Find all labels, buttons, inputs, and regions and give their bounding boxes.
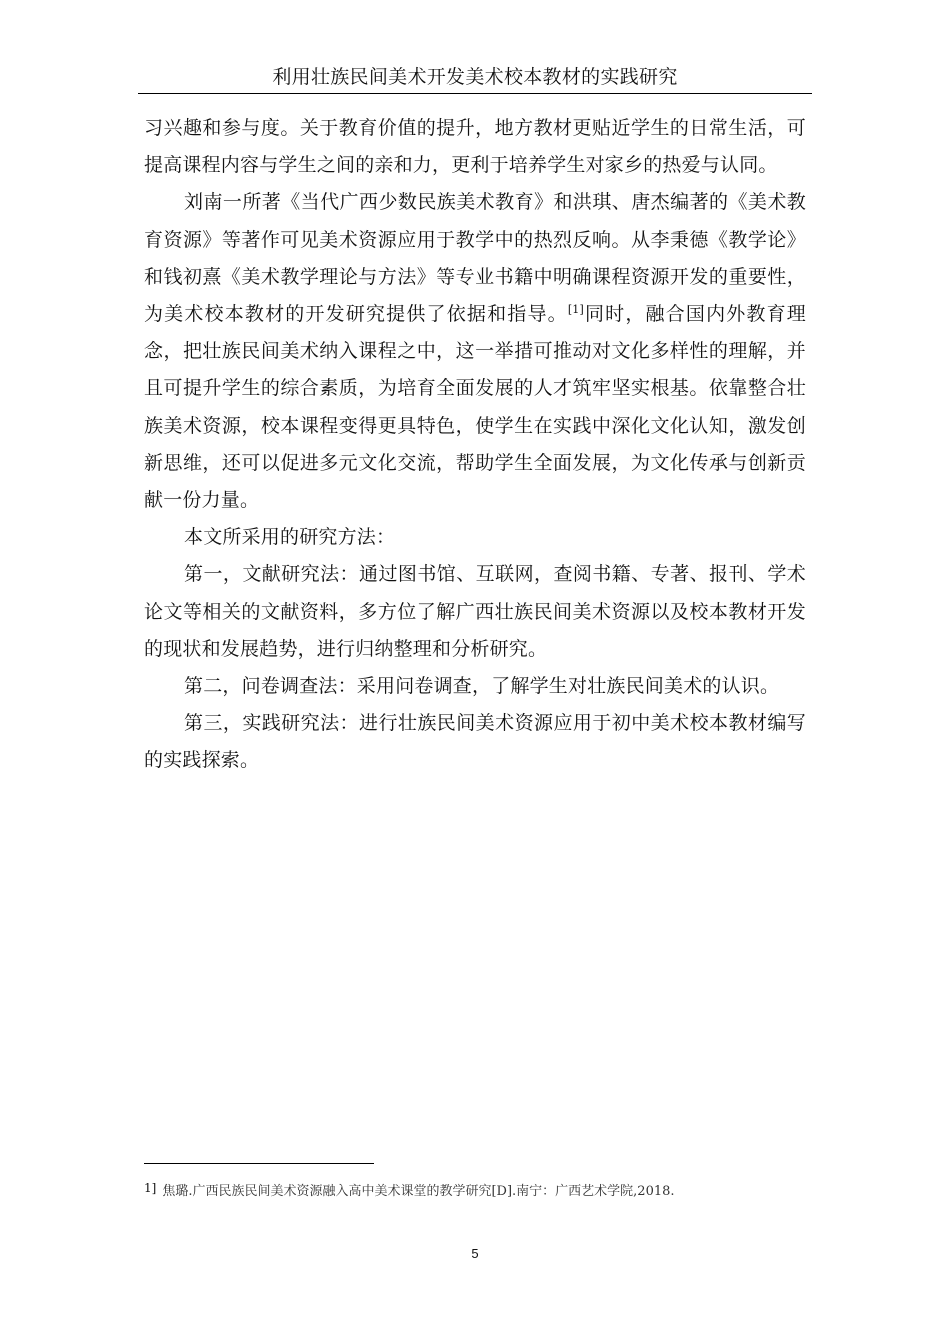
paragraph-continuation: 习兴趣和参与度。关于教育价值的提升，地方教材更贴近学生的日常生活，可提高课程内容与学生之间的亲和力，更利于培养学生对家乡的热爱与认同。 [144,117,806,177]
paragraph-method-1: 第一，文献研究法：通过图书馆、互联网，查阅书籍、专著、报刊、学术论文等相关的文献资料，多方位了解广西壮族民间美术资源以及校本教材开发的现状和发展趋势，进行归纳整理和分析研究。 [144,563,806,660]
paragraph-methods-intro: 本文所采用的研究方法： [184,526,396,549]
citation-marker[interactable]: [1] [567,303,584,317]
paragraph-method-3: 第三，实践研究法：进行壮族民间美术资源应用于初中美术校本教材编写的实践探索。 [144,712,806,772]
body-text [144,110,806,780]
footnote-rule [144,1163,374,1164]
page-number: 5 [471,1246,479,1261]
paragraph-literature-part1: 刘南一所著《当代广西少数民族美术教育》和洪琪、唐杰编著的《美术教育资源》等著作可见美术资源应用于教学中的热烈反响。从李秉德《教学论》和钱初熹《美术教学理论与方法》等专业书籍中明确课程资源开发的重要性，为美术校本教材的开发研究提供了依据和指导。 [144,191,806,326]
footnote-text: 焦璐.广西民族民间美术资源融入高中美术课堂的教学研究[D].南宁：广西艺术学院,2018. [162,1184,675,1199]
paragraph-literature-part2: 同时，融合国内外教育理念，把壮族民间美术纳入课程之中，这一举措可推动对文化多样性的理解，并且可提升学生的综合素质，为培育全面发展的人才筑牢坚实根基。依靠整合壮族美术资源，校本课程变得更具特色，使学生在实践中深化文化认知，激发创新思维，还可以促进多元文化交流，帮助学生全面发展，为文化传承与创新贡献一份力量。 [144,303,806,512]
footnote [144,1178,806,1202]
running-header: 利用壮族民间美术开发美术校本教材的实践研究 [272,66,678,88]
paragraph-literature [144,184,806,519]
footnote-mark: 1] [144,1181,157,1195]
paragraph-method-2: 第二，问卷调查法：采用问卷调查，了解学生对壮族民间美术的认识。 [184,675,780,698]
header-rule [138,93,812,94]
